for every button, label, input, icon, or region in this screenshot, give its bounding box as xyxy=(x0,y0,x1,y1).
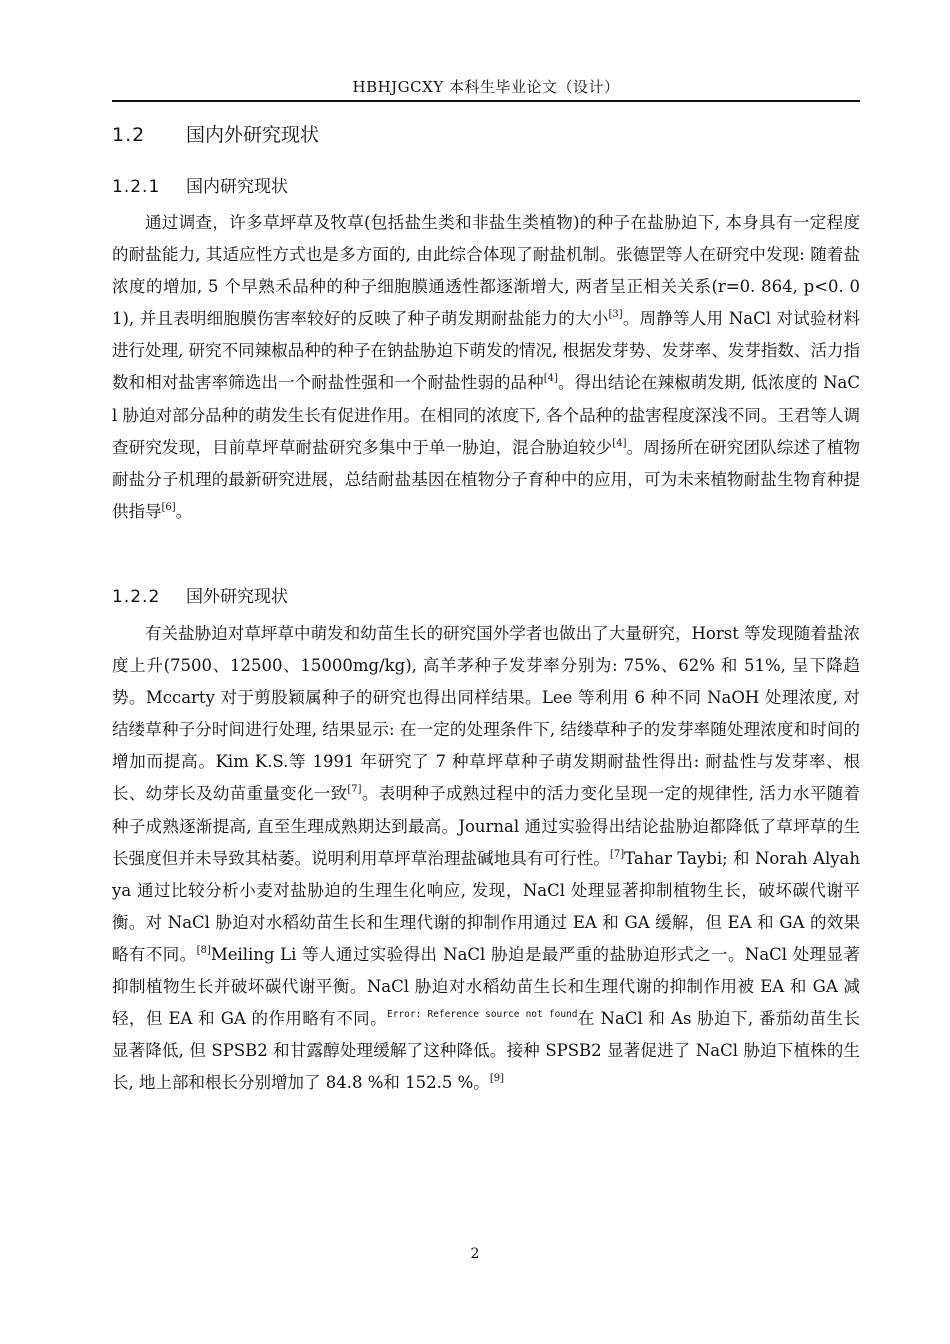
citation: [6] xyxy=(161,501,176,513)
paragraph-text: 。表明种子成熟过程中的活力变化呈现一定的规律性, 活力水平随着种子成熟逐渐提高, 直至生理成熟期达到最高。Journal 通过实验得出结论盐胁迫都降低了草坪草的生长强度但并未导致其枯萎。说明利用草坪草治理盐碱地具有可行性。 xyxy=(112,784,860,868)
paragraph-text: Tahar Taybi; 和 Norah Alyahya 通过比较分析小麦对盐胁迫的生理生化响应, 发现，NaCl 处理显著抑制植物生长，破坏碳代谢平衡。对 NaCl 胁迫对水稻幼苗生长和生理代谢的抑制作用通过 EA 和 GA 缓解，但 EA 和 GA 的效果略有不同。 xyxy=(112,848,861,964)
page-number: 2 xyxy=(470,1246,480,1262)
section-heading xyxy=(112,120,319,147)
section-title: 国内外研究现状 xyxy=(186,124,320,146)
paragraph-text: 。得出结论在辣椒萌发期, 低浓度的 NaCl 胁迫对部分品种的萌发生长有促进作用。在相同的浓度下, 各个品种的盐害程度深浅不同。王君等人调查研究发现，目前草坪草耐盐研究多集中于单一胁迫，混合胁迫较少 xyxy=(112,373,861,457)
citation: [7] xyxy=(609,848,625,860)
reference-error-note: Error: Reference source not found xyxy=(387,1009,578,1021)
paragraph-text: 有关盐胁迫对草坪草中萌发和幼苗生长的研究国外学者也做出了大量研究，Horst 等发现随着盐浓度上升(7500、12500、15000mg/kg), 高羊茅种子发芽率分别为: 75%、62% 和 51%, 呈下降趋势。Mccarty 对于剪股颖属种子的研究也得出同样结果。Lee 等利用 6 种不同 NaOH 处理浓度, 对结缕草种子分时间进行处理, 结果显示: 在一定的处理条件下, 结缕草种子的发芽率随处理浓度和时间的增加而提高。Kim K.S.等 1991 年研究了 7 种草坪草种子萌发期耐盐性得出: 耐盐性与发芽率、根长、幼芽长及幼苗重量变化一致 xyxy=(112,624,860,804)
subsection-heading-domestic xyxy=(112,172,288,197)
paragraph-foreign xyxy=(112,618,860,1099)
section-number: 1.2 xyxy=(112,124,146,146)
subsection-number: 1.2.2 xyxy=(112,587,161,607)
paragraph-domestic xyxy=(112,207,860,528)
citation: [4] xyxy=(612,437,627,449)
paragraph-text: 。周静等人用 NaCl 对试验材料进行处理, 研究不同辣椒品种的种子在钠盐胁迫下萌发的情况, 根据发芽势、发芽率、发芽指数、活力指数和相对盐害率筛选出一个耐盐性强和一个耐盐性弱的品种 xyxy=(112,309,860,393)
page-header: HBHJGCXY 本科生毕业论文（设计） xyxy=(352,78,620,96)
header-rule xyxy=(112,100,860,102)
citation: [8] xyxy=(196,944,211,956)
paragraph-text: 。周扬所在研究团队综述了植物耐盐分子机理的最新研究进展，总结耐盐基因在植物分子育种中的应用，可为未来植物耐盐生物育种提供指导 xyxy=(112,437,861,521)
paragraph-text: 在 NaCl 和 As 胁迫下, 番茄幼苗生长显著降低, 但 SPSB2 和甘露醇处理缓解了这种降低。接种 SPSB2 显著促进了 NaCl 胁迫下植株的生长, 地上部和根长分别增加了 84.8 %和 152.5 %。 xyxy=(112,1009,860,1093)
subsection-title: 国外研究现状 xyxy=(186,587,288,607)
subsection-title: 国内研究现状 xyxy=(186,177,288,197)
paragraph-text: 。 xyxy=(175,501,193,521)
citation: [3] xyxy=(608,309,623,321)
citation: [4] xyxy=(543,373,558,385)
paragraph-text: Meiling Li 等人通过实验得出 NaCl 胁迫是最严重的盐胁迫形式之一。NaCl 处理显著抑制植物生长并破坏碳代谢平衡。NaCl 胁迫对水稻幼苗生长和生理代谢的抑制作用被 EA 和 GA 减轻，但 EA 和 GA 的作用略有不同。 xyxy=(112,944,861,1029)
citation: [9] xyxy=(489,1073,504,1085)
paragraph-text: 通过调查，许多草坪草及牧草(包括盐生类和非盐生类植物)的种子在盐胁迫下, 本身具有一定程度的耐盐能力, 其适应性方式也是多方面的, 由此综合体现了耐盐机制。张德罡等人在研究中发现: 随着盐浓度的增加, 5 个早熟禾品种的种子细胞膜通透性都逐渐增大, 两者呈正相关关系(r=0. 864, p<0. 01), 并且表明细胞膜伤害率较好的反映了种子萌发期耐盐能力的大小 xyxy=(112,213,860,329)
subsection-number: 1.2.1 xyxy=(112,177,161,197)
subsection-heading-foreign xyxy=(112,582,288,607)
citation: [7] xyxy=(347,784,362,796)
